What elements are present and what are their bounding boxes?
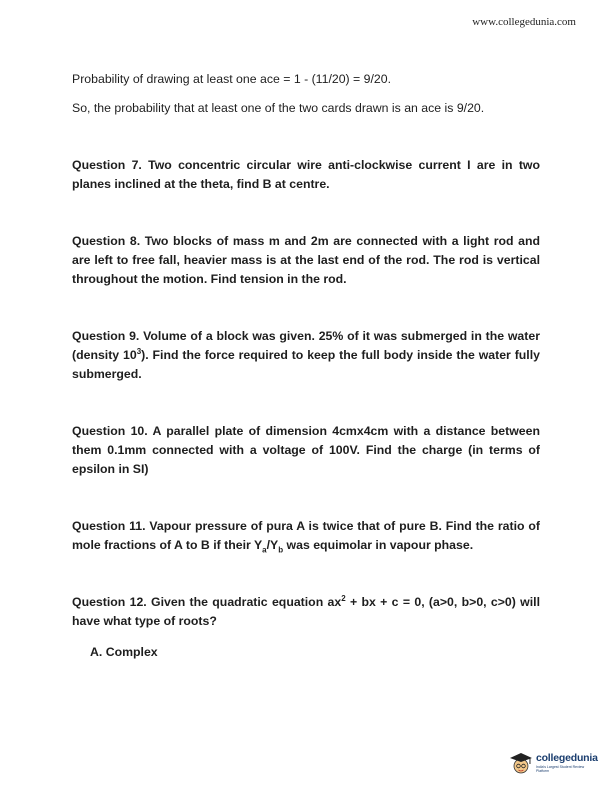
probability-conclusion: So, the probability that at least one of the two cards drawn is an ace is 9/20. [72, 101, 485, 115]
q11-subscript-b: b [278, 545, 284, 555]
q9-text: Question 9. Volume of a block was given. 25% of it was submerged in the water (density 10 [72, 329, 540, 362]
q9-superscript: 3 [136, 346, 142, 356]
graduate-cap-icon [508, 749, 534, 775]
q9-text-end: ). Find the force required to keep the full body inside the water fully submerged. [72, 348, 540, 381]
answer-option-a: A. Complex [90, 645, 158, 659]
question-9 [72, 327, 540, 384]
q12-text: Question 12. Given the quadratic equation ax [72, 595, 342, 609]
q12-text-end: + bx + c = 0, (a>0, b>0, c>0) will have what type of roots? [72, 595, 540, 628]
page-content [72, 70, 540, 662]
site-url: www.collegedunia.com [472, 16, 576, 28]
question-11 [72, 517, 540, 555]
probability-line: Probability of drawing at least one ace = 1 - (11/20) = 9/20. [72, 72, 391, 86]
collegedunia-logo [508, 746, 598, 778]
question-12 [72, 593, 540, 631]
question-8: Question 8. Two blocks of mass m and 2m are connected with a light rod and are left to free fall, heavier mass is at the last end of the rod. The rod is vertical throughout the motion. Find tension in the rod. [72, 234, 540, 286]
question-7: Question 7. Two concentric circular wire anti-clockwise current I are in two planes inclined at the theta, find B at centre. [72, 158, 540, 191]
question-10: Question 10. A parallel plate of dimension 4cmx4cm with a distance between them 0.1mm connected with a voltage of 100V. Find the charge (in terms of epsilon in SI) [72, 424, 540, 476]
q11-text: Question 11. Vapour pressure of pura A is twice that of pure B. Find the ratio of mole fractions of A to B if their Y [72, 519, 540, 552]
logo-tagline: India's Largest Student Review Platform [535, 764, 585, 773]
q11-text-end: was equimolar in vapour phase. [283, 538, 474, 552]
logo-name: collegedunia [535, 751, 598, 764]
q11-slash: /Y [266, 538, 279, 552]
q12-superscript: 2 [341, 593, 346, 603]
q11-subscript-a: a [262, 545, 267, 555]
